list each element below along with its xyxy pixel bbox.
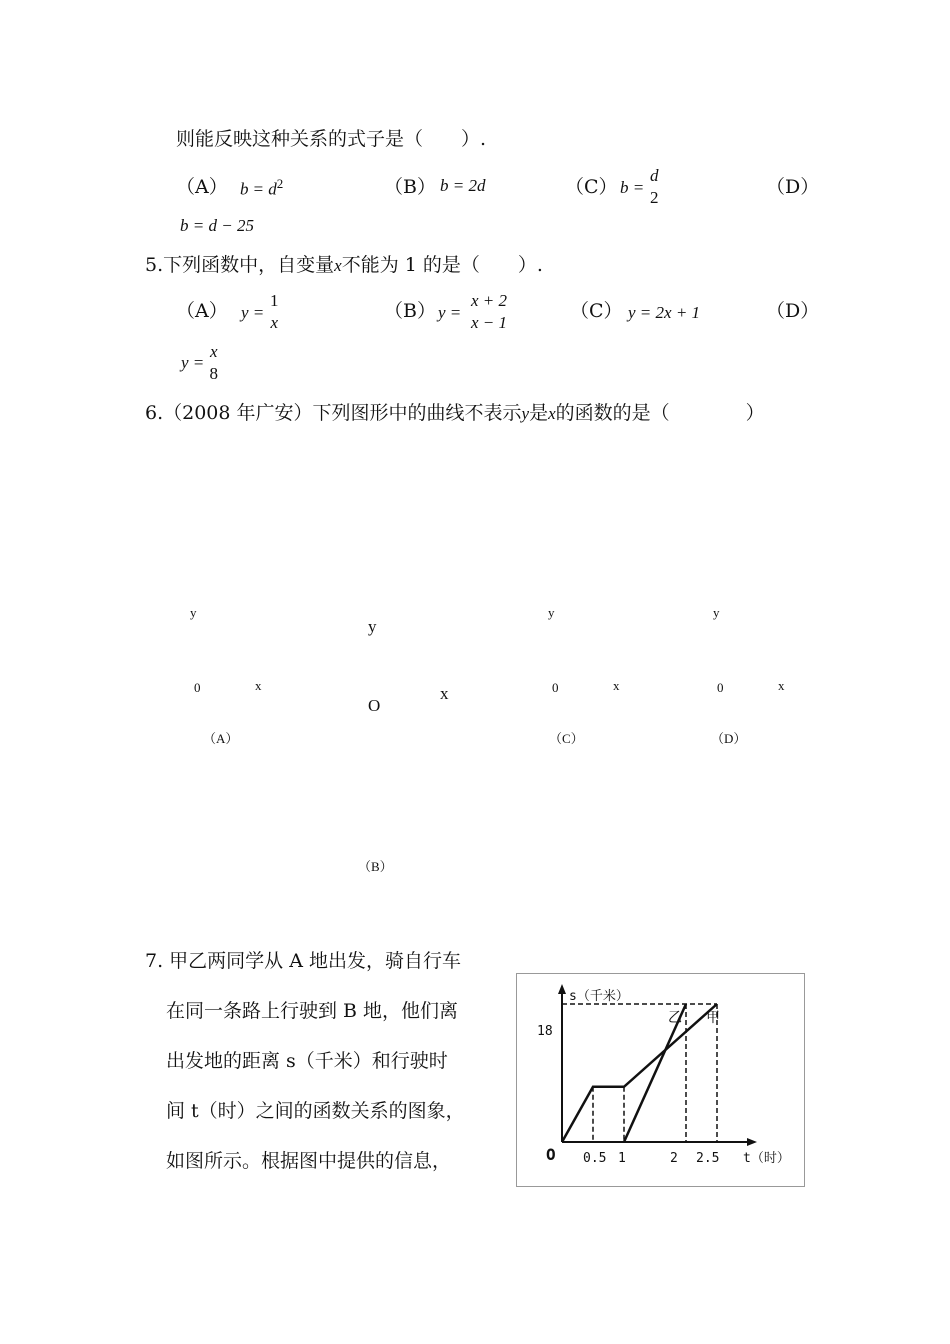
- q5-option-a-label: （A）: [176, 300, 228, 322]
- var-d: d: [268, 179, 277, 199]
- q4-option-a-label: （A）: [176, 176, 228, 198]
- x-tick-2: 2: [670, 1151, 678, 1166]
- q4-option-d-expr: b = d − 25: [180, 216, 254, 235]
- y-axis-label: s（千米）: [569, 989, 629, 1004]
- fig-a-origin-label: 0: [194, 680, 201, 695]
- var-x: x: [548, 404, 556, 423]
- q5-stem: [145, 250, 543, 277]
- q5-option-c-label: （C）: [570, 300, 623, 322]
- q4-option-d-label: （D）: [766, 176, 820, 198]
- x-tick-2-5: 2.5: [696, 1151, 720, 1166]
- fig-d-caption: （D）: [711, 731, 747, 746]
- q6-stem-end: 的函数的是（ ）: [555, 402, 765, 424]
- x-axis-label: t（时）: [743, 1151, 790, 1166]
- q5-option-d-lhs: y =: [181, 353, 205, 372]
- origin-label: O: [546, 1145, 556, 1164]
- y-tick-18: 18: [537, 1024, 553, 1039]
- var-b: b: [240, 179, 249, 199]
- fig-a-caption: （A）: [203, 731, 239, 746]
- fig-b-caption: （B）: [358, 859, 393, 874]
- fig-b-origin-label: O: [368, 696, 381, 715]
- q4-option-a-expr: [240, 176, 283, 199]
- q5-option-b-lhs: y =: [438, 303, 462, 322]
- fig-d-origin-label: 0: [717, 680, 724, 695]
- q4-option-c-lhs: b =: [620, 178, 645, 197]
- equals: =: [253, 179, 264, 199]
- q5-option-c-expr: y = 2x + 1: [628, 303, 701, 322]
- q4-option-b-label: （B）: [384, 176, 436, 198]
- fig-d-x-label: x: [778, 678, 785, 693]
- fraction-denominator: 2: [650, 188, 659, 207]
- fraction-numerator: d: [650, 166, 659, 185]
- distance-time-graph: [516, 973, 805, 1187]
- x-axis-arrow: [747, 1138, 757, 1146]
- series-lines: [562, 1004, 717, 1142]
- q7-line-2: 在同一条路上行驶到 B 地，他们离: [166, 1000, 459, 1022]
- q6-stem-start: 6.（2008 年广安）下列图形中的曲线不表示: [145, 402, 522, 424]
- fraction-numerator: x + 2: [471, 291, 508, 310]
- q5-option-d-label: （D）: [766, 300, 820, 322]
- series-label-yi: 乙: [668, 1010, 682, 1026]
- series-line-yi: [624, 1004, 686, 1142]
- fig-c-caption: （C）: [549, 731, 584, 746]
- fig-b-x-label: x: [440, 684, 449, 703]
- q5-stem-text: 5.下列函数中，自变量: [145, 254, 335, 276]
- fraction-denominator: x − 1: [471, 313, 508, 332]
- q5-option-b-label: （B）: [384, 300, 436, 322]
- y-axis-arrow: [558, 984, 566, 994]
- q4-option-c-fraction: [648, 165, 661, 209]
- q4-option-c-label: （C）: [565, 176, 618, 198]
- x-tick-1: 1: [618, 1151, 626, 1166]
- fig-a-y-label: y: [190, 605, 197, 620]
- q6-stem-mid: 是: [529, 402, 549, 424]
- q4-option-b-expr: b = 2d: [440, 176, 486, 195]
- q7-line-4: 间 t（时）之间的函数关系的图象，: [166, 1100, 465, 1122]
- q4-tail-text: 则能反映这种关系的式子是（ ）.: [176, 128, 487, 150]
- fraction-numerator: 1: [270, 291, 279, 310]
- series-label-jia: 甲: [706, 1010, 720, 1026]
- series-line-jia: [562, 1004, 717, 1142]
- x-tick-0-5: 0.5: [583, 1151, 607, 1166]
- var-x: x: [334, 256, 342, 275]
- q7-line-5: 如图所示。根据图中提供的信息，: [166, 1150, 452, 1172]
- fig-a-x-label: x: [255, 678, 262, 693]
- q7-line-3: 出发地的距离 s（千米）和行驶时: [166, 1050, 448, 1072]
- fraction-denominator: 8: [209, 364, 219, 383]
- fig-b-y-label: y: [368, 617, 377, 636]
- q5-option-d-fraction: [208, 341, 220, 385]
- graph-canvas: [517, 974, 804, 1186]
- q5-stem-end: 不能为 1 的是（ ）.: [341, 254, 543, 276]
- q5-option-a-fraction: [268, 290, 281, 334]
- q7-line-1: 7. 甲乙两同学从 A 地出发，骑自行车: [145, 950, 461, 972]
- fraction-numerator: x: [210, 342, 218, 361]
- q5-option-a-lhs: y =: [241, 303, 265, 322]
- var-y: y: [521, 404, 530, 423]
- q6-stem: [145, 398, 765, 425]
- exponent: 2: [276, 176, 284, 191]
- fig-d-y-label: y: [713, 605, 720, 620]
- fig-c-origin-label: 0: [552, 680, 559, 695]
- fraction-denominator: x: [270, 313, 279, 332]
- fig-c-x-label: x: [613, 678, 620, 693]
- q5-option-b-fraction: [469, 290, 509, 334]
- fig-c-y-label: y: [548, 605, 555, 620]
